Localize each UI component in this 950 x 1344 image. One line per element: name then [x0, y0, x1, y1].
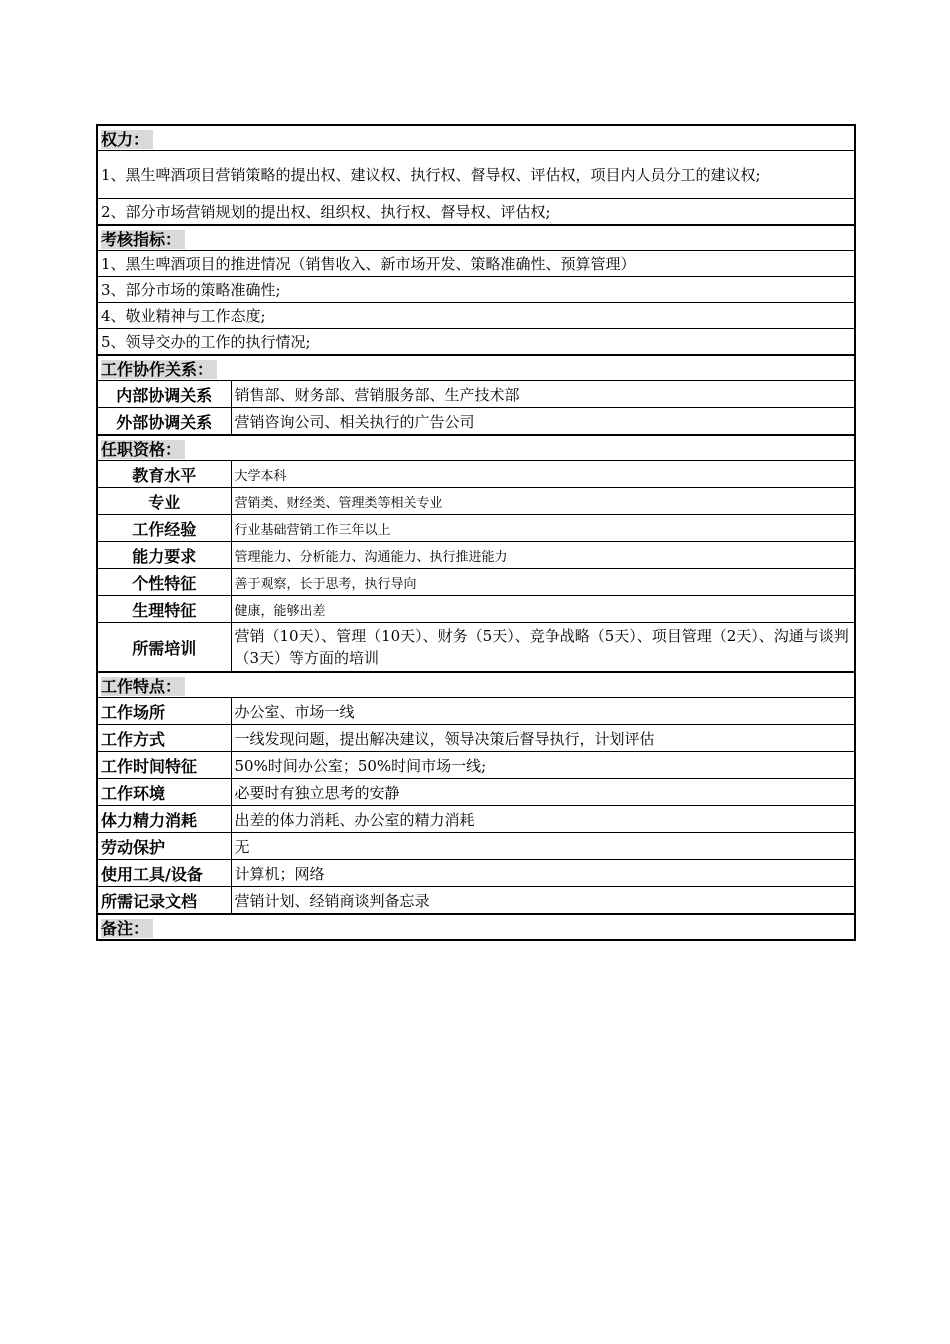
qualification-value: 大学本科: [231, 461, 855, 488]
work-row: [97, 833, 855, 860]
section-title: 工作协作关系：: [101, 360, 217, 379]
work-label: 工作方式: [97, 725, 231, 752]
qualification-row: [97, 569, 855, 596]
section-title: 权力：: [101, 130, 153, 149]
collab-label: 内部协调关系: [97, 381, 231, 408]
work-value: 必要时有独立思考的安静: [231, 779, 855, 806]
qualification-label: 能力要求: [97, 542, 231, 569]
authority-item-text: 2、部分市场营销规划的提出权、组织权、执行权、督导权、评估权;: [97, 199, 855, 226]
section-title: 考核指标：: [101, 230, 185, 249]
qualification-row: [97, 461, 855, 488]
qualification-value: 健康，能够出差: [231, 596, 855, 623]
work-row: [97, 887, 855, 915]
work-value: 办公室、市场一线: [231, 698, 855, 725]
work-label: 体力精力消耗: [97, 806, 231, 833]
collab-value: 营销咨询公司、相关执行的广告公司: [231, 408, 855, 436]
collab-row: [97, 381, 855, 408]
qualification-label: 工作经验: [97, 515, 231, 542]
work-row: [97, 752, 855, 779]
kpi-item-text: 3、部分市场的策略准确性;: [97, 277, 855, 303]
kpi-item: [97, 329, 855, 356]
collab-label: 外部协调关系: [97, 408, 231, 436]
job-description-table: [96, 124, 856, 941]
qualification-label: 所需培训: [97, 623, 231, 673]
work-row: [97, 698, 855, 725]
section-notes-header: [97, 914, 855, 940]
qualification-row: [97, 515, 855, 542]
kpi-item: [97, 303, 855, 329]
work-row: [97, 779, 855, 806]
work-value: 出差的体力消耗、办公室的精力消耗: [231, 806, 855, 833]
work-value: 计算机；网络: [231, 860, 855, 887]
qualification-value: 行业基础营销工作三年以上: [231, 515, 855, 542]
section-kpi-header: [97, 225, 855, 251]
kpi-item: [97, 251, 855, 277]
section-authority-header: [97, 125, 855, 151]
work-value: 一线发现问题，提出解决建议，领导决策后督导执行，计划评估: [231, 725, 855, 752]
work-label: 工作场所: [97, 698, 231, 725]
qualification-label: 个性特征: [97, 569, 231, 596]
qualification-label: 教育水平: [97, 461, 231, 488]
qualification-value: 营销类、财经类、管理类等相关专业: [231, 488, 855, 515]
qualification-value: 善于观察，长于思考，执行导向: [231, 569, 855, 596]
kpi-item-text: 4、敬业精神与工作态度;: [97, 303, 855, 329]
work-label: 工作时间特征: [97, 752, 231, 779]
work-row: [97, 725, 855, 752]
work-label: 使用工具/设备: [97, 860, 231, 887]
section-title: 工作特点：: [101, 677, 185, 696]
work-value: 营销计划、经销商谈判备忘录: [231, 887, 855, 915]
collab-value: 销售部、财务部、营销服务部、生产技术部: [231, 381, 855, 408]
qualification-value: 营销（10天）、管理（10天）、财务（5天）、竞争战略（5天）、项目管理（2天）、沟通与谈判（3天）等方面的培训: [231, 623, 855, 673]
qualification-label: 专业: [97, 488, 231, 515]
work-row: [97, 860, 855, 887]
section-title: 任职资格：: [101, 440, 185, 459]
work-row: [97, 806, 855, 833]
authority-item: [97, 199, 855, 226]
section-title: 备注：: [101, 919, 153, 938]
qualification-row: [97, 623, 855, 673]
qualification-row: [97, 596, 855, 623]
work-label: 工作环境: [97, 779, 231, 806]
kpi-item: [97, 277, 855, 303]
work-label: 所需记录文档: [97, 887, 231, 915]
kpi-item-text: 5、领导交办的工作的执行情况;: [97, 329, 855, 356]
section-qualification-header: [97, 435, 855, 461]
qualification-row: [97, 542, 855, 569]
authority-item: [97, 151, 855, 199]
qualification-row: [97, 488, 855, 515]
collab-row: [97, 408, 855, 436]
qualification-value: 管理能力、分析能力、沟通能力、执行推进能力: [231, 542, 855, 569]
work-label: 劳动保护: [97, 833, 231, 860]
work-value: 无: [231, 833, 855, 860]
work-value: 50%时间办公室；50%时间市场一线;: [231, 752, 855, 779]
authority-item-text: 1、黑生啤酒项目营销策略的提出权、建议权、执行权、督导权、评估权，项目内人员分工的建议权;: [97, 151, 855, 199]
section-work-header: [97, 672, 855, 698]
section-collab-header: [97, 355, 855, 381]
qualification-label: 生理特征: [97, 596, 231, 623]
kpi-item-text: 1、黑生啤酒项目的推进情况（销售收入、新市场开发、策略准确性、预算管理）: [97, 251, 855, 277]
